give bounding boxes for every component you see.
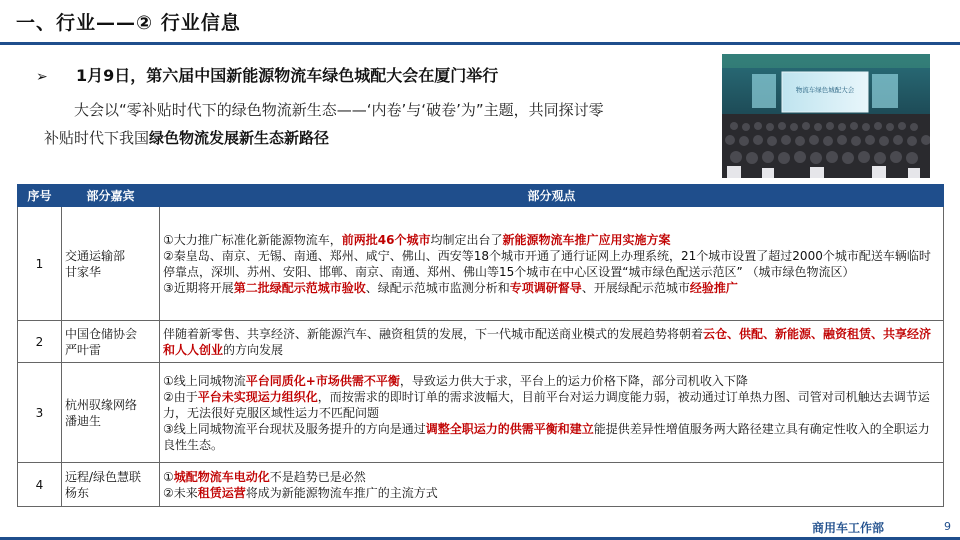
table-row: [18, 463, 944, 507]
guest-name: 中国仓储协会 严叶雷: [62, 321, 160, 363]
conference-photo: [722, 54, 930, 178]
highlight-text: 第二批绿配示范城市验收: [233, 280, 366, 295]
row-number: 3: [18, 363, 62, 463]
opinion-text: ①线上同城物流: [163, 373, 246, 388]
opinion-text: 的方向发展: [223, 342, 284, 357]
row-number: 4: [18, 463, 62, 507]
opinion-text: ①大力推广标准化新能源物流车，: [163, 232, 342, 247]
table-row: [18, 321, 944, 363]
highlight-text: 租赁运营: [197, 485, 246, 500]
intro-text: 大会以“零补贴时代下的绿色物流新生态——‘内卷’与‘破卷’为”主题，共同探讨零补贴时代下我国: [44, 101, 604, 147]
highlight-text: 前两批46个城市: [341, 232, 431, 247]
headline: [36, 63, 498, 86]
page-title: 一、行业——② 行业信息: [16, 12, 241, 34]
opinion-text: ①: [163, 469, 174, 484]
table-row: [18, 207, 944, 321]
highlight-text: 云仓、供配、新能源、融资租赁、共享经济和人人创业: [163, 326, 932, 357]
page-number: 9: [944, 520, 951, 533]
opinion-cell: [160, 321, 944, 363]
opinion-text: ②秦皇岛、南京、无锡、南通、郑州、咸宁、佛山、西安等18个城市开通了通行证网上办理系统，21个城市设置了超过2000个城市配送车辆临时停靠点，深圳、苏州、安阳、邯郸、南京、南通、郑州、佛山等15个城市在中心区设置“城市绿色配送示范区” （城市绿色物流区） ③近期将开展: [163, 248, 931, 295]
header-divider: [0, 42, 960, 45]
opinion-cell: [160, 207, 944, 321]
highlight-text: 新能源物流车推广应用实施方案: [502, 232, 671, 247]
opinion-cell: [160, 463, 944, 507]
table-row: [18, 363, 944, 463]
guest-name: 交通运输部 甘家华: [62, 207, 160, 321]
opinion-text: 将成为新能源物流车推广的主流方式: [245, 485, 438, 500]
highlight-text: 平台同质化+市场供需不平衡: [245, 373, 400, 388]
highlight-text: 调整全职运力的供需平衡和建立: [425, 421, 594, 436]
opinion-text: 、开展绿配示范城市: [581, 280, 690, 295]
opinion-text: 能提供差异性增值服务两大路径建立具有确定性收入的全职运力良性生态。: [163, 421, 930, 452]
table-header-row: [18, 185, 944, 207]
guest-name: 远程/绿色慧联 杨东: [62, 463, 160, 507]
header-opinion: 部分观点: [160, 185, 944, 207]
header-guest: 部分嘉宾: [62, 185, 160, 207]
opinion-cell: [160, 363, 944, 463]
opinion-text: 均制定出台了: [430, 232, 503, 247]
highlight-text: 经验推广: [689, 280, 738, 295]
guest-opinions-table: [17, 184, 944, 507]
headline-text: 1月9日，第六届中国新能源物流车绿色城配大会在厦门举行: [76, 66, 499, 85]
opinion-text: ，而按需求的即时订单的需求波幅大，目前平台对运力调度能力弱，被动通过订单热力图、司管对司机触达去调节运力，无法很好克服区域性运力不匹配问题 ③线上同城物流平台现状及服务提升的方向是通过: [163, 389, 930, 436]
header-no: 序号: [18, 185, 62, 207]
opinion-text: 伴随着新零售、共享经济、新能源汽车、融资租赁的发展，下一代城市配送商业模式的发展趋势将朝着: [163, 326, 704, 341]
guest-name: 杭州驭缘网络 潘迪生: [62, 363, 160, 463]
footer-department: 商用车工作部: [812, 521, 885, 535]
row-number: 1: [18, 207, 62, 321]
highlight-text: 城配物流车电动化: [173, 469, 270, 484]
intro-paragraph: [44, 96, 604, 152]
highlight-text: 专项调研督导: [509, 280, 582, 295]
highlight-text: 平台未实现运力组织化: [197, 389, 318, 404]
bullet-arrow-icon: ➢: [36, 69, 48, 85]
photo-banner-text: 物流车绿色城配大会: [795, 86, 855, 94]
row-number: 2: [18, 321, 62, 363]
opinion-text: ，导致运力供大于求，平台上的运力价格下降，部分司机收入下降 ②由于: [163, 373, 748, 404]
opinion-text: 不是趋势已是必然 ②未来: [163, 469, 366, 500]
intro-bold-text: 绿色物流发展新生态新路径: [149, 129, 330, 147]
opinion-text: 、绿配示范城市监测分析和: [365, 280, 510, 295]
